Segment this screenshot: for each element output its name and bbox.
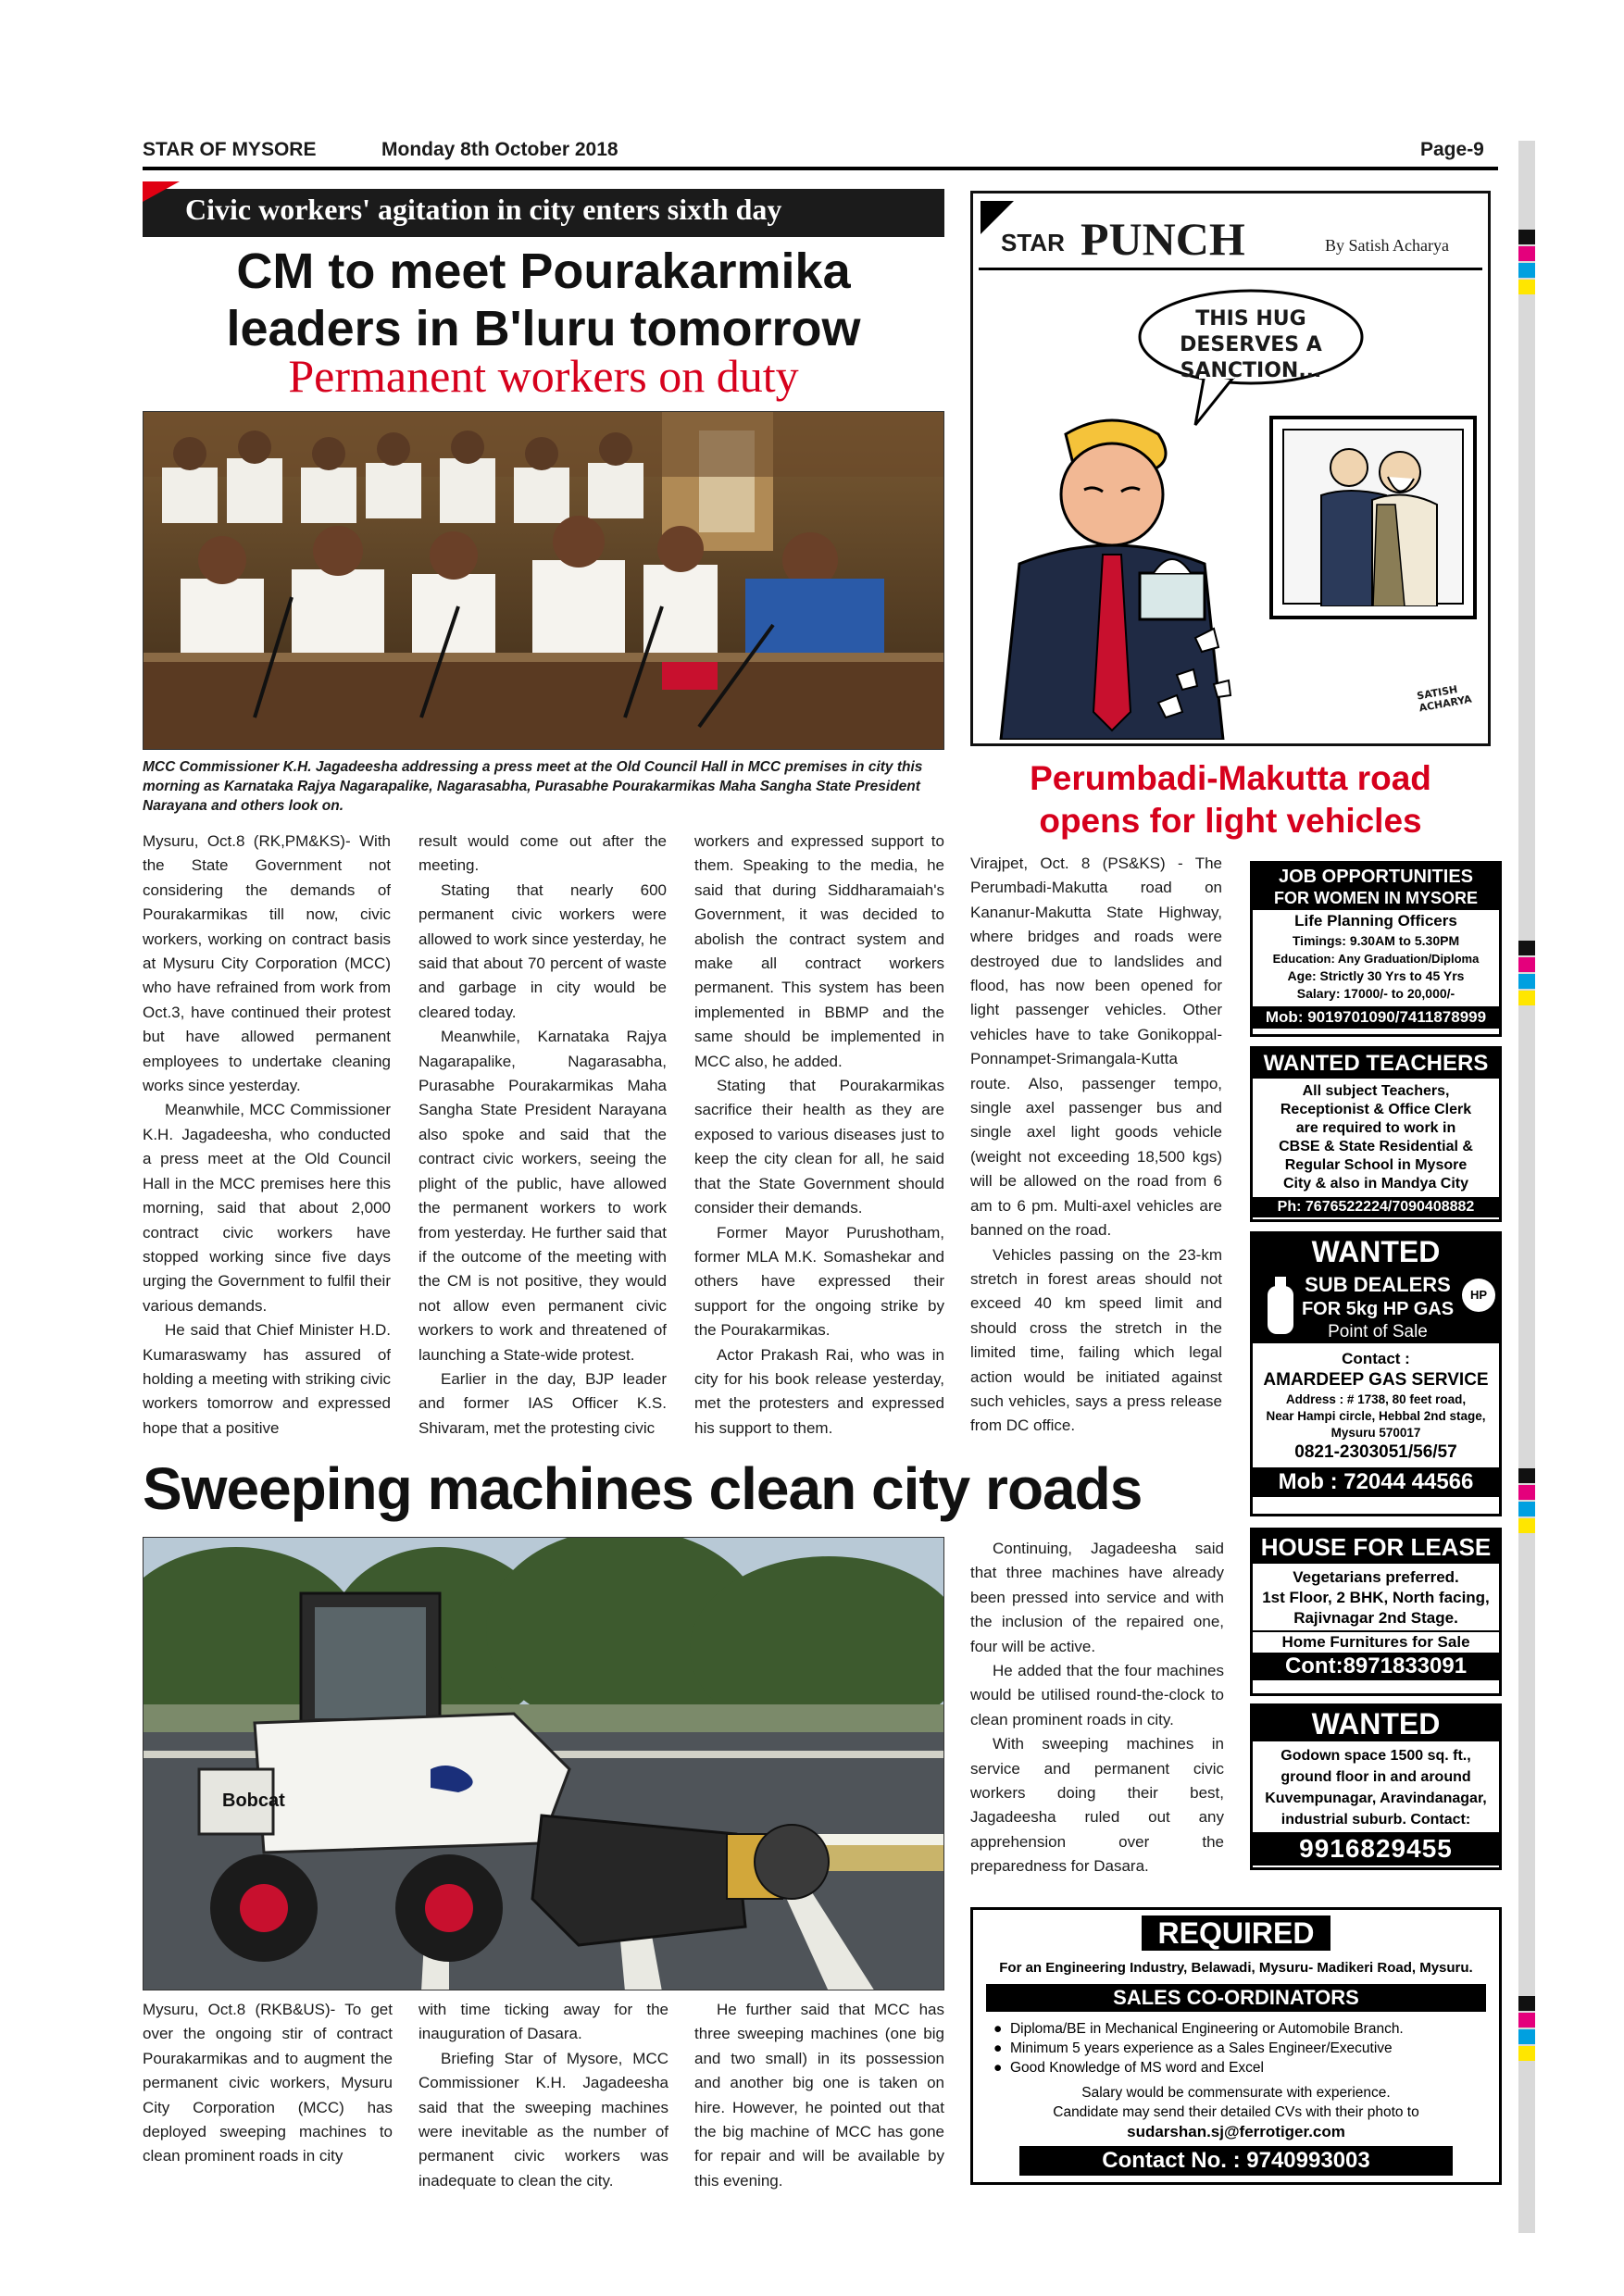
godown-ad-line: ground floor in and around xyxy=(1280,1769,1471,1785)
teachers-ad xyxy=(1250,1046,1502,1222)
reg-mark-black xyxy=(1518,1996,1535,2011)
paragraph: Mysuru, Oct.8 (RKB&US)- To get over the ongoing stir of contract Pourakarmikas and to augment the permanent civic workers, Mysuru City Corporation (MCC) has deployed sweeping machines to clean prominent roads in city xyxy=(143,2001,393,2165)
teachers-ad-line: City & also in Mandya City xyxy=(1282,1176,1469,1192)
job-ad-title: JOB OPPORTUNITIES xyxy=(1253,864,1499,888)
reg-mark-black xyxy=(1518,230,1535,244)
press-meet-illustration xyxy=(144,412,944,750)
sweeping-machine-illustration xyxy=(144,1538,944,1990)
cartoon-divider xyxy=(979,268,1482,270)
requirement-item xyxy=(993,2019,1499,2039)
issue-date: Monday 8th October 2018 xyxy=(381,139,618,160)
reg-mark-cyan xyxy=(1518,1502,1535,1516)
paragraph: He further said that MCC has three sweeping machines (one big and two small) in its possession and another big one is taken on hire. However, he pointed out that the big machine of MCC has gone for repair and will be available by this evening. xyxy=(694,2001,944,2190)
story1-column-2 xyxy=(418,830,667,1441)
teachers-ad-line: are required to work in xyxy=(1295,1120,1456,1136)
requirement-item xyxy=(993,2058,1499,2078)
story2-headline xyxy=(970,757,1491,842)
gas-ad-title: WANTED xyxy=(1253,1234,1499,1269)
job-ad xyxy=(1250,861,1502,1037)
headline-line: opens for light vehicles xyxy=(1039,802,1422,840)
paragraph: Continuing, Jagadeesha said that three machines have already been pressed into service and with the inclusion of the repaired one, four will be active. xyxy=(970,1540,1224,1655)
story1-subhead: Permanent workers on duty xyxy=(288,350,799,402)
paragraph: Mysuru, Oct.8 (RK,PM&KS)- With the State Government not considering the demands of Pourakarmikas till now, civic workers, working on contract basis at Mysuru City Corporation (MCC) who have refrained from work from Oct.3, have continued their protest but have allowed permanent employees to undertake cleaning works since yesterday. xyxy=(143,832,391,1095)
reg-mark-cyan xyxy=(1518,974,1535,989)
teachers-ad-line: Regular School in Mysore xyxy=(1284,1157,1468,1173)
lease-ad-line: Rajivnagar 2nd Stage. xyxy=(1293,1609,1458,1627)
story3-column-1 xyxy=(143,1998,393,2169)
photo-caption: MCC Commissioner K.H. Jagadeesha addressing a press meet at the Old Council Hall in MCC premises in city this morning as Karnataka Rajya Nagarapalike, Nagarasabha, Purasabhe Pourakarmikas Maha Sangha State President Narayana and others look on. xyxy=(143,759,923,814)
lease-ad-contact: Cont:8971833091 xyxy=(1253,1653,1499,1680)
headline-line: leaders in B'luru tomorrow xyxy=(226,301,861,356)
paragraph: Meanwhile, Karnataka Rajya Nagarapalike, Nagarasabha, Purasabhe Pourakarmikas Maha Sangha State President Narayana also spoke and said that the contract civic workers, seeing the plight of the public, have allowed the permanent workers to work from yesterday. He further said that if the outcome of the meeting with the CM is not positive, they would not allow even permanent civic workers to work and threatened of launching a State-wide protest. xyxy=(418,1028,667,1364)
gas-ad-line: SUB DEALERS xyxy=(1305,1273,1451,1296)
godown-ad-line: Godown space 1500 sq. ft., xyxy=(1280,1748,1471,1764)
story3-column-4 xyxy=(970,1537,1224,1879)
lease-ad-line: Vegetarians preferred. xyxy=(1293,1568,1459,1586)
reg-mark-magenta xyxy=(1518,1485,1535,1500)
teachers-ad-line: Receptionist & Office Clerk xyxy=(1280,1102,1472,1117)
paragraph: Earlier in the day, BJP leader and former IAS Officer K.S. Shivaram, met the protesting civic xyxy=(418,1369,667,1437)
story3-column-3 xyxy=(694,1998,944,2193)
crying-figure xyxy=(992,406,1269,740)
paragraph: result would come out after the meeting. xyxy=(418,832,667,875)
gas-ad-mobile: Mob : 72044 44566 xyxy=(1253,1467,1499,1497)
job-ad-role: Life Planning Officers xyxy=(1294,912,1457,930)
job-ad-timings: Timings: 9.30AM to 5.30PM xyxy=(1292,933,1460,948)
requirement-text: Good Knowledge of MS word and Excel xyxy=(1009,2060,1264,2076)
page-number: Page-9 xyxy=(1420,139,1484,160)
cartoon-title-punch: PUNCH xyxy=(1081,213,1245,265)
requirement-text: Minimum 5 years experience as a Sales Engineer/Executive xyxy=(1009,2040,1393,2056)
required-ad-role: SALES CO-ORDINATORS xyxy=(986,1984,1486,2012)
paragraph: workers and expressed support to them. Speaking to the media, he said that during Siddharamaiah's Government, it was decided to abolish the contract system and make all contract workers permanent. This system has been implemented in BBMP and the same should be implemented in MCC also, he added. xyxy=(694,832,944,1070)
godown-ad-line: Kuvempunagar, Aravindanagar, xyxy=(1265,1791,1487,1806)
machine-brand-label: Bobcat xyxy=(222,1791,285,1811)
story2-column xyxy=(970,852,1222,1439)
godown-ad-phone: 9916829455 xyxy=(1253,1832,1499,1866)
hug-figures xyxy=(1284,430,1466,606)
reg-mark-cyan xyxy=(1518,263,1535,278)
job-ad-age: Age: Strictly 30 Yrs to 45 Yrs xyxy=(1287,968,1465,983)
cartoonist-signature: SATISH ACHARYA xyxy=(1416,683,1473,715)
kicker-text: Civic workers' agitation in city enters sixth day xyxy=(185,193,782,226)
story3-column-2 xyxy=(418,1998,668,2193)
reg-mark-black xyxy=(1518,941,1535,955)
teachers-ad-phone: Ph: 7676522224/7090408882 xyxy=(1253,1197,1499,1217)
requirement-text: Diploma/BE in Mechanical Engineering or Automobile Branch. xyxy=(1009,2021,1404,2037)
required-ad-email: sudarshan.sj@ferrotiger.com xyxy=(1127,2123,1345,2140)
sweeping-machine-photo xyxy=(143,1537,944,1990)
tv-screen xyxy=(1282,429,1464,605)
paragraph: Briefing Star of Mysore, MCC Commissioner K.H. Jagadeesha said that the sweeping machines were inevitable as the number of permanent civic workers was inadequate to clean the city. xyxy=(418,2049,668,2190)
job-ad-mobile: Mob: 9019701090/7411878999 xyxy=(1253,1006,1499,1029)
job-ad-salary: Salary: 17000/- to 20,000/- xyxy=(1296,986,1455,1001)
required-ad-send: Candidate may send their detailed CVs with their photo to xyxy=(1053,2104,1419,2120)
reg-mark-yellow xyxy=(1518,280,1535,294)
paragraph: He added that the four machines would be utilised round-the-clock to clean prominent roads in city. xyxy=(970,1662,1224,1728)
reg-mark-yellow xyxy=(1518,991,1535,1005)
teachers-ad-title: WANTED TEACHERS xyxy=(1253,1049,1499,1079)
paper-name: STAR OF MYSORE xyxy=(143,139,317,160)
star-punch-cartoon xyxy=(970,191,1491,746)
gas-ad-banner xyxy=(1253,1269,1499,1343)
godown-ad-line: industrial suburb. Contact: xyxy=(1280,1812,1471,1828)
teachers-ad-line: All subject Teachers, xyxy=(1302,1083,1450,1099)
reg-mark-yellow xyxy=(1518,2046,1535,2061)
bullet-icon: ● xyxy=(993,2060,1010,2076)
reg-mark-magenta xyxy=(1518,246,1535,261)
headline-line: Perumbadi-Makutta road xyxy=(1030,759,1431,797)
bullet-icon: ● xyxy=(993,2040,1010,2056)
reg-mark-cyan xyxy=(1518,2029,1535,2044)
story1-column-3 xyxy=(694,830,944,1441)
paragraph: Meanwhile, MCC Commissioner K.H. Jagadeesha, who conducted a press meet at the Old Council Hall in the MCC premises here this morning, said that about 2,000 contract civic workers have stopped working since five days urging the Government to fulfil their various demands. xyxy=(143,1101,391,1315)
lease-ad-line: Home Furnitures for Sale xyxy=(1253,1630,1499,1653)
kicker-accent xyxy=(143,181,180,202)
bullet-icon: ● xyxy=(993,2021,1010,2037)
reg-mark-magenta xyxy=(1518,957,1535,972)
paragraph: Actor Prakash Rai, who was in city for his book release yesterday, met the protesters and expressed his support to them. xyxy=(694,1345,944,1437)
paragraph: Stating that Pourakarmikas sacrifice their health as they are exposed to various diseases just to keep the city clean for all, he said that the State Government should consider their demands. xyxy=(694,1077,944,1217)
gas-ad-contact-label: Contact : xyxy=(1342,1350,1410,1367)
required-ad xyxy=(970,1907,1502,2185)
reg-mark-magenta xyxy=(1518,2013,1535,2028)
godown-ad-title: WANTED xyxy=(1253,1706,1499,1741)
required-ad-salary: Salary would be commensurate with experience. xyxy=(1081,2085,1391,2101)
gas-ad-address: Near Hampi circle, Hebbal 2nd stage, xyxy=(1266,1409,1486,1423)
story1-headline xyxy=(143,243,944,357)
hp-logo-icon: HP xyxy=(1462,1279,1495,1312)
gas-ad-line: FOR 5kg HP GAS xyxy=(1301,1299,1455,1319)
gas-ad-address: Address : # 1738, 80 feet road, xyxy=(1285,1392,1467,1406)
job-ad-subtitle: FOR WOMEN IN MYSORE xyxy=(1253,888,1499,910)
paragraph: Stating that nearly 600 permanent civic workers were allowed to work since yesterday, he said that about 70 percent of waste and garbage in city would be cleared today. xyxy=(418,880,667,1021)
lease-ad xyxy=(1250,1528,1502,1696)
tv-frame xyxy=(1269,416,1477,619)
paragraph: with time ticking away for the inauguration of Dasara. xyxy=(418,2001,668,2043)
headline-line: CM to meet Pourakarmika xyxy=(236,243,851,299)
gas-ad-phone: 0821-2303051/56/57 xyxy=(1294,1442,1457,1462)
paragraph: Vehicles passing on the 23-km stretch in forest areas should not exceed 40 km speed limit and should cross the stretch in the limited time, failing which legal action would be initiated against such vehicles, says a press release from DC office. xyxy=(970,1245,1222,1435)
gas-ad-line: Point of Sale xyxy=(1328,1322,1428,1341)
required-ad-subtitle: For an Engineering Industry, Belawadi, Mysuru- Madikeri Road, Mysuru. xyxy=(999,1960,1473,1976)
gas-ad-company: AMARDEEP GAS SERVICE xyxy=(1263,1370,1489,1390)
lease-ad-title: HOUSE FOR LEASE xyxy=(1253,1530,1499,1564)
requirement-item xyxy=(993,2039,1499,2058)
required-ad-title: REQUIRED xyxy=(1142,1915,1331,1951)
header-rule xyxy=(143,167,1498,170)
story3-headline: Sweeping machines clean city roads xyxy=(143,1455,1143,1522)
lease-ad-line: 1st Floor, 2 BHK, North facing, xyxy=(1262,1589,1490,1606)
cartoon-title-star: STAR xyxy=(1001,229,1065,256)
required-ad-contact: Contact No. : 9740993003 xyxy=(1019,2146,1453,2176)
paragraph: Virajpet, Oct. 8 (PS&KS) - The Perumbadi-Makutta road on Kananur-Makutta State Highway, where bridges and roads were destroyed due to landslides and flood, has now been opened for light passenger vehicles. Other vehicles have to take Gonikoppal-Ponnampet-Srimangala-Kutta route. Also, passenger tempo, single axel passenger bus and single axel light goods vehicle (weight not exceeding 18,500 kgs) will be allowed on the road from 6 am to 6 pm. Multi-axel vehicles are banned on the road. xyxy=(970,855,1222,1240)
registration-strip xyxy=(1518,141,1535,2233)
required-ad-requirements xyxy=(973,2019,1499,2078)
reg-mark-yellow xyxy=(1518,1518,1535,1533)
godown-ad xyxy=(1250,1703,1502,1870)
story1-column-1 xyxy=(143,830,391,1441)
reg-mark-black xyxy=(1518,1468,1535,1483)
paragraph: With sweeping machines in service and permanent civic workers doing their best, Jagadeesha ruled out any apprehension over the preparedness for Dasara. xyxy=(970,1735,1224,1876)
job-ad-education: Education: Any Graduation/Diploma xyxy=(1272,952,1480,966)
gas-ad-address: Mysuru 570017 xyxy=(1330,1426,1421,1440)
cartoon-byline: By Satish Acharya xyxy=(1325,236,1449,255)
paragraph: He said that Chief Minister H.D. Kumaraswamy has assured of holding a meeting with striking civic workers tomorrow and expressed hope that a positive xyxy=(143,1321,391,1437)
gas-dealer-ad xyxy=(1250,1231,1502,1516)
teachers-ad-line: CBSE & State Residential & xyxy=(1279,1139,1473,1154)
press-meet-photo xyxy=(143,411,944,750)
paragraph: Former Mayor Purushotham, former MLA M.K. Somashekar and others have expressed their support for the ongoing strike by the Pourakarmikas. xyxy=(694,1223,944,1340)
speech-text: THIS HUG DESERVES A SANCTION... xyxy=(1180,307,1322,382)
